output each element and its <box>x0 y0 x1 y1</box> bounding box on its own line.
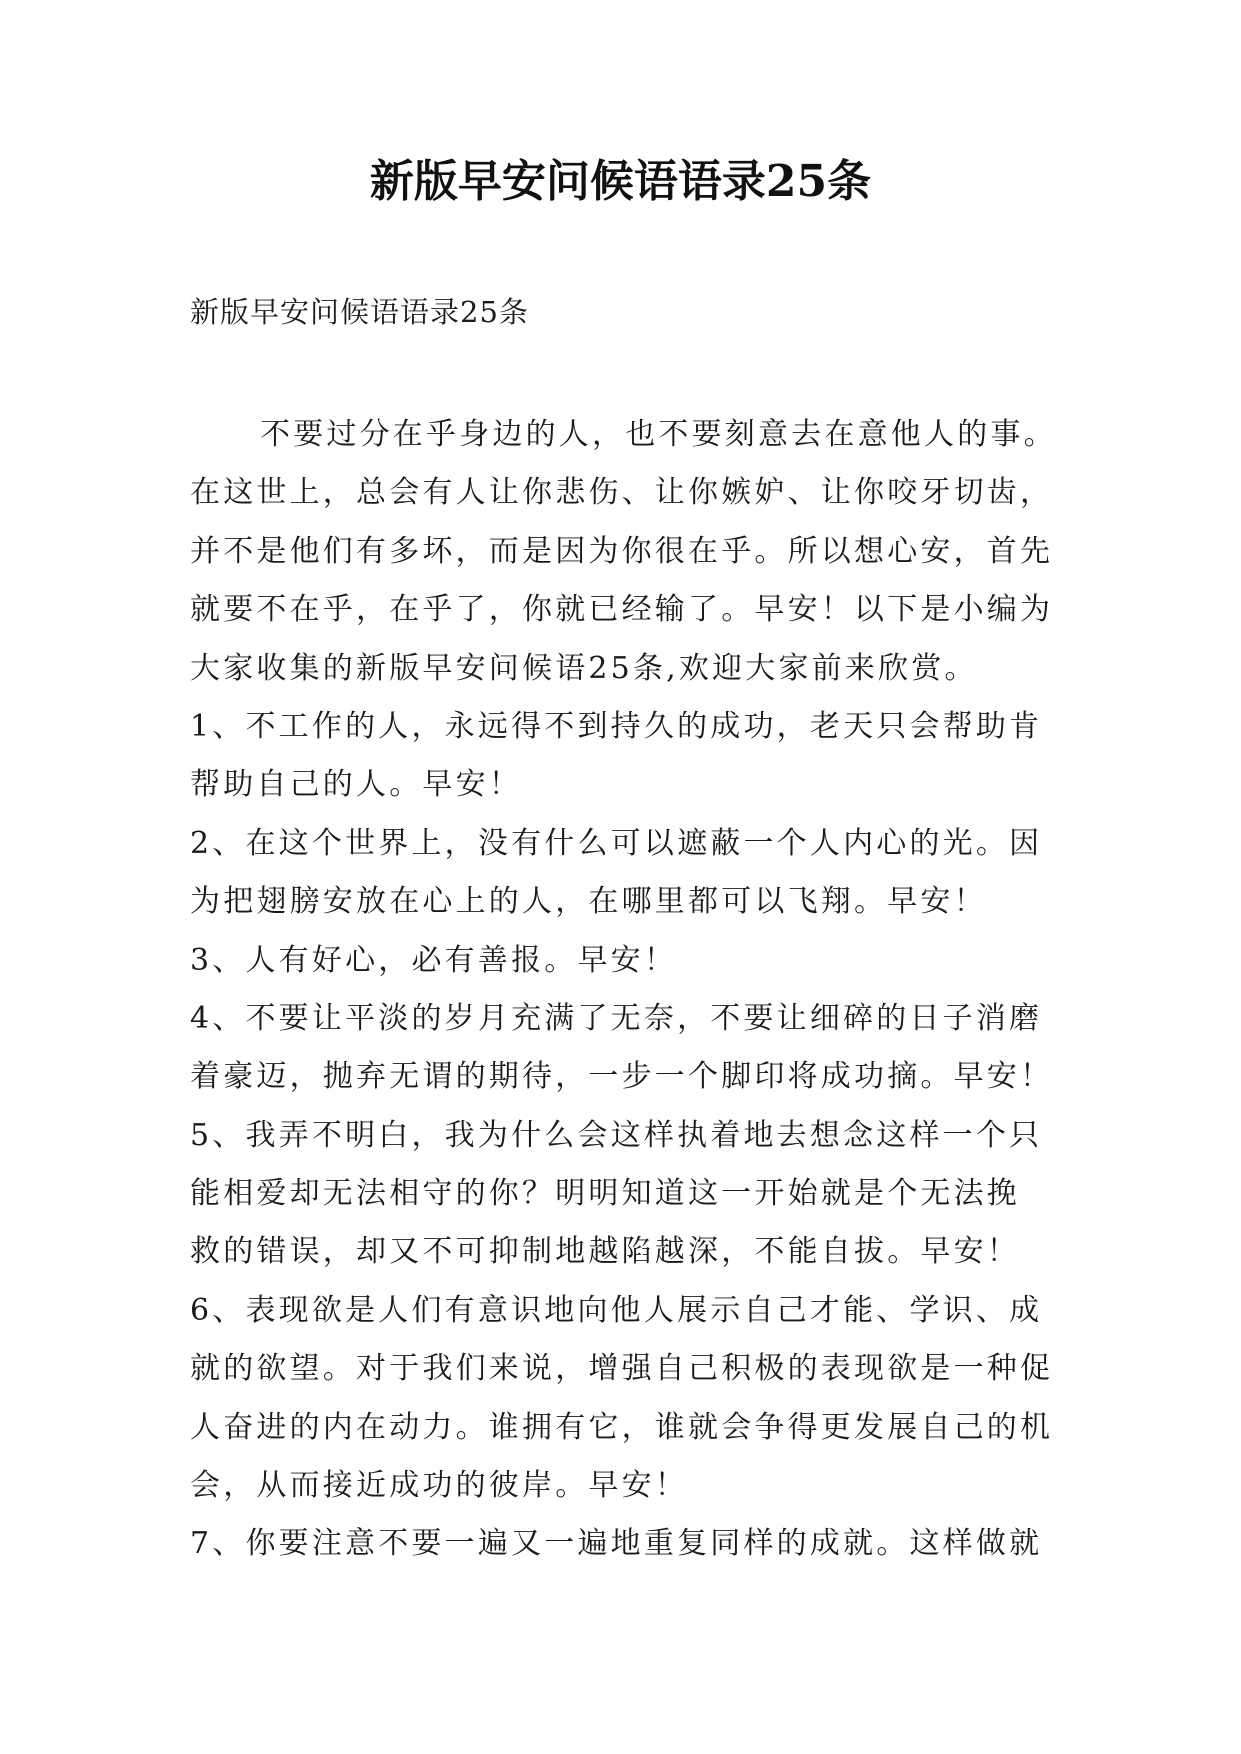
text-line: 2、在这个世界上，没有什么可以遮蔽一个人内心的光。因 <box>190 825 1043 861</box>
text-line: 救的错误，却又不可抑制地越陷越深，不能自拔。早安！ <box>190 1234 1020 1270</box>
text-line: 6、表现欲是人们有意识地向他人展示自己才能、学识、成 <box>190 1292 1043 1328</box>
text-line: 3、人有好心，必有善报。早安！ <box>190 942 678 978</box>
text-line: 就要不在乎，在乎了，你就已经输了。早安！以下是小编为 <box>190 592 1054 628</box>
document-subtitle: 新版早安问候语语录25条 <box>190 295 529 329</box>
text-line: 会，从而接近成功的彼岸。早安！ <box>190 1468 688 1504</box>
text-line: 就的欲望。对于我们来说，增强自己积极的表现欲是一种促 <box>190 1351 1054 1387</box>
document-title: 新版早安问候语语录25条 <box>369 156 872 207</box>
text-line: 1、不工作的人，永远得不到持久的成功，老天只会帮助肯 <box>190 708 1043 744</box>
text-line: 着豪迈，抛弃无谓的期待，一步一个脚印将成功摘。早安！ <box>190 1059 1054 1095</box>
text-line: 在这世上，总会有人让你悲伤、让你嫉妒、让你咬牙切齿， <box>190 475 1054 511</box>
text-line: 并不是他们有多坏，而是因为你很在乎。所以想心安，首先 <box>190 533 1054 569</box>
text-line: 帮助自己的人。早安！ <box>190 767 522 803</box>
text-line: 人奋进的内在动力。谁拥有它，谁就会争得更发展自己的机 <box>190 1409 1054 1445</box>
document-body <box>190 406 1070 1574</box>
text-line: 5、我弄不明白，我为什么会这样执着地去想念这样一个只 <box>190 1117 1043 1153</box>
text-line: 不要过分在乎身边的人，也不要刻意去在意他人的事。 <box>260 417 1057 452</box>
text-line: 7、你要注意不要一遍又一遍地重复同样的成就。这样做就 <box>190 1526 1043 1562</box>
text-line: 为把翅膀安放在心上的人，在哪里都可以飞翔。早安！ <box>190 884 987 920</box>
text-line: 4、不要让平淡的岁月充满了无奈，不要让细碎的日子消磨 <box>190 1000 1043 1036</box>
text-line: 大家收集的新版早安问候语25条,欢迎大家前来欣赏。 <box>190 650 978 686</box>
text-line: 能相爱却无法相守的你？明明知道这一开始就是个无法挽 <box>190 1176 1020 1212</box>
